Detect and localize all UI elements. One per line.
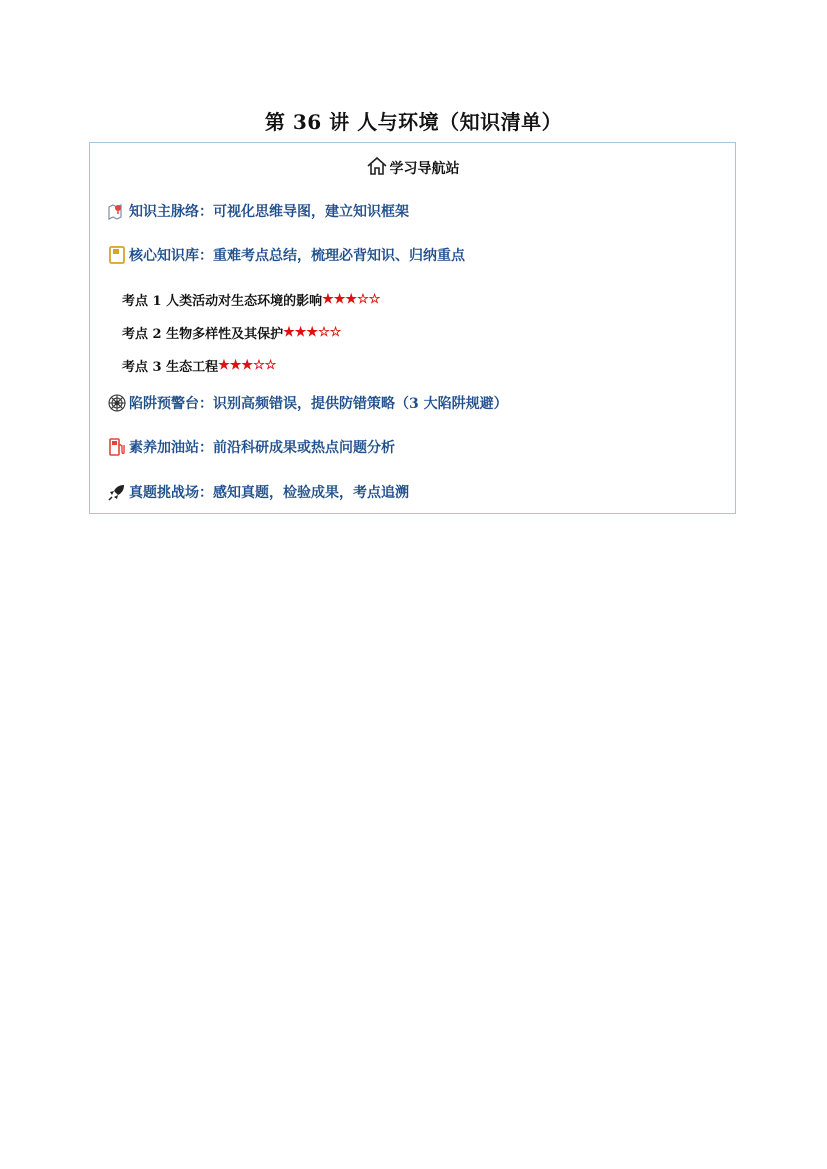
page-title: 第 36 讲 人与环境（知识清单） <box>264 110 563 134</box>
kaodian-item-2: 考点 2 生物多样性及其保护 ★★★☆☆ <box>122 325 342 342</box>
rating-stars: ★★★☆☆ <box>218 358 277 373</box>
home-icon <box>366 155 388 181</box>
nav-heading <box>90 155 735 181</box>
nav-item-traps: 陷阱预警台： 识别高频错误，提供防错策略（3 大陷阱规避） <box>107 393 508 413</box>
kaodian-item-1: 考点 1 人类活动对生态环境的影响 ★★★☆☆ <box>122 292 381 309</box>
map-pin-icon <box>107 201 127 221</box>
kaodian-item-3: 考点 3 生态工程 ★★★☆☆ <box>122 358 277 375</box>
nav-item-mindmap: 知识主脉络： 可视化思维导图，建立知识框架 <box>107 201 409 221</box>
book-icon <box>107 245 127 265</box>
nav-item-literacy: 素养加油站： 前沿科研成果或热点问题分析 <box>107 437 395 457</box>
web-icon <box>107 393 127 413</box>
rating-stars: ★★★☆☆ <box>322 292 381 307</box>
nav-item-real-exam: 真题挑战场： 感知真题，检验成果，考点追溯 <box>107 482 409 502</box>
nav-item-core-knowledge: 核心知识库： 重难考点总结，梳理必背知识、归纳重点 <box>107 245 465 265</box>
rocket-icon <box>107 482 127 502</box>
nav-heading-text: 学习导航站 <box>389 161 460 177</box>
learning-nav-box <box>89 142 736 514</box>
rating-stars: ★★★☆☆ <box>283 325 342 340</box>
fuel-pump-icon <box>107 437 127 457</box>
